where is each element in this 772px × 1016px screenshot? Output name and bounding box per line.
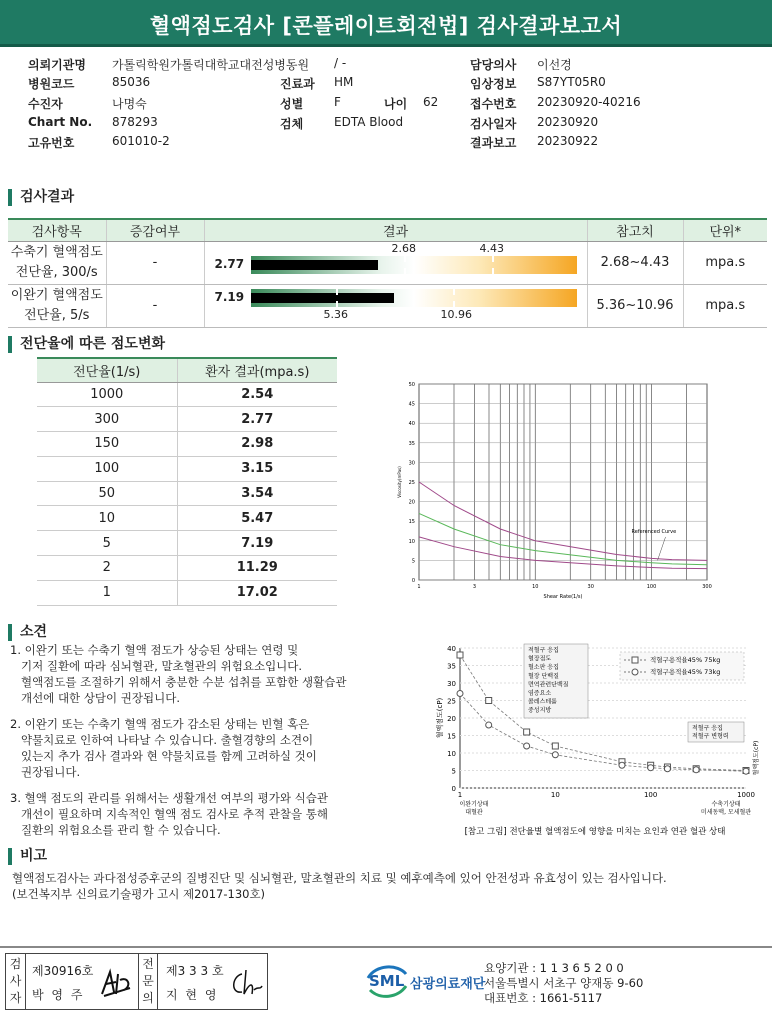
result-change: -: [106, 284, 204, 327]
chart2-legend-box2-item: 적혈구 응집: [692, 725, 723, 732]
col-change: 증감여부: [106, 219, 204, 241]
chart2-point: [457, 691, 463, 697]
chart2-legend-box1-item: 염증요소: [528, 690, 552, 697]
result-item-line2: 전단율, 5/s: [24, 307, 90, 323]
chart2-caption: [참고 그림] 전단율별 혈액점도에 영향을 미치는 요인과 연관 혈관 상태: [464, 827, 726, 837]
section-remark: 비고: [8, 848, 47, 865]
shear-result: 5.47: [177, 506, 337, 531]
chart2-xtick: 1: [457, 791, 463, 799]
chart2-xtick: 100: [643, 791, 658, 799]
info-l2-2: 성별: [280, 97, 304, 111]
chart2-point: [524, 729, 530, 735]
shear-result: 11.29: [177, 556, 337, 581]
info-l4-2: 접수번호: [470, 97, 517, 111]
examiner-label: 검사자: [6, 954, 26, 1009]
shear-result: 17.02: [177, 580, 337, 605]
chart1-ytick: 0: [411, 578, 415, 584]
reviewer-signature: [228, 966, 264, 1000]
reviewer-name: 지 현 영: [166, 988, 219, 1002]
chart1-ytick: 35: [408, 440, 415, 447]
chart1-ytick: 10: [408, 538, 415, 545]
chart2-point: [743, 768, 749, 774]
result-ref-low-label: 5.36: [323, 307, 348, 321]
col-ref: 참고치: [587, 219, 683, 241]
result-row: [8, 241, 767, 284]
reviewer-no: 제3 3 3 호: [166, 964, 224, 978]
result-bar-fill: [251, 260, 378, 270]
info-v2-0: / -: [334, 56, 347, 70]
shear-result: 3.15: [177, 456, 337, 481]
result-ref: 2.68~4.43: [587, 241, 683, 284]
shear-row: [37, 580, 337, 605]
info-v4-3: 20230920: [537, 115, 599, 129]
shear-rate: 100: [37, 456, 177, 481]
chart2-xlabel-left: 대혈관: [465, 809, 483, 816]
inst-code: 요양기관 : 1 1 3 6 5 2 0 0: [484, 961, 624, 975]
shear-rate: 50: [37, 481, 177, 506]
result-ref-marker: [453, 289, 455, 307]
shear-rate: 5: [37, 531, 177, 556]
result-ref-high-label: 10.96: [440, 307, 472, 321]
shear-result: 2.98: [177, 432, 337, 457]
col-result: 결과: [204, 219, 587, 241]
chart2-point: [552, 752, 558, 758]
chart1-xtick: 300: [702, 584, 712, 590]
result-bar-wrap: [205, 285, 587, 327]
examiner-signature: [98, 966, 134, 1000]
info-l1-1: 병원코드: [28, 77, 75, 91]
address: 서울특별시 서초구 양재동 9-60: [484, 976, 644, 990]
chart2-point: [457, 652, 463, 658]
chart2-series-legend-label: 적혈구용적율45% 75kg: [650, 656, 721, 664]
shear-rate: 300: [37, 407, 177, 432]
chart1-ytick: 5: [411, 558, 415, 565]
info-v2-2: F: [334, 95, 341, 109]
info-v4-0: 이선경: [537, 58, 572, 72]
shear-rate: 1: [37, 580, 177, 605]
col-patient-result: 환자 결과(mpa.s): [177, 358, 337, 382]
result-ref-marker: [492, 256, 494, 274]
info-l2-3: 검체: [280, 117, 304, 131]
chart1-xtick: 30: [587, 584, 594, 590]
result-bar-cell: [204, 284, 587, 327]
result-ref: 5.36~10.96: [587, 284, 683, 327]
shear-row: [37, 506, 337, 531]
chart1-xtick: 10: [532, 584, 539, 590]
chart2-ylabel: 혈액점도(cP): [436, 697, 444, 739]
chart2-ytick: 40: [447, 645, 456, 653]
result-ref-marker: [336, 289, 338, 307]
chart2-point: [486, 722, 492, 728]
info-v4-2: 20230920-40216: [537, 95, 641, 109]
opinion-2: 2. 이완기 또는 수축기 혈액 점도가 감소된 상태는 빈혈 혹은 약물치료로 인하여 나타날 수 있습니다. 출혈경향의 소견이 있는지 추가 검사 결과와 현 약물치료를 함께 고려하실 것이 권장됩니다.: [10, 717, 317, 779]
remark-line1: 혈액점도검사는 과다점성증후군의 질병진단 및 심뇌혈관, 말초혈관의 치료 및 예후예측에 있어 안전성과 유효성이 있는 검사입니다.: [12, 871, 667, 885]
info-l4-4: 결과보고: [470, 136, 517, 150]
section-results: 검사결과: [8, 189, 74, 206]
org-name: 삼광의료재단: [410, 977, 486, 992]
result-unit: mpa.s: [683, 241, 767, 284]
reviewer-label: 전문의: [138, 954, 158, 1009]
info-v1-4: 601010-2: [112, 134, 170, 148]
chart1-ytick: 20: [408, 499, 415, 506]
result-value: 2.77: [214, 256, 245, 271]
col-unit: 단위*: [683, 219, 767, 241]
chart2-point: [486, 698, 492, 704]
chart2-ytick: 25: [447, 697, 456, 706]
chart2-point: [693, 767, 699, 773]
shear-rate: 2: [37, 556, 177, 581]
info-l3-2: 나이: [384, 97, 408, 111]
shear-table: [37, 357, 337, 606]
phone: 대표번호 : 1661-5117: [484, 991, 603, 1005]
chart2-ytick: 35: [447, 662, 456, 671]
info-v1-1: 85036: [112, 75, 151, 89]
info-v1-0: 가톨릭학원가톨릭대학교대전성병동원: [112, 58, 310, 72]
info-v2-1: HM: [334, 75, 354, 89]
result-item-line1: 수축기 혈액점도: [10, 244, 103, 260]
info-l2-1: 진료과: [280, 77, 315, 91]
shear-result: 3.54: [177, 481, 337, 506]
result-value: 7.19: [214, 289, 245, 304]
opinion-3: 3. 혈액 점도의 관리를 위해서는 생활개선 여부의 평가와 식습관 개선이 필요하며 지속적인 혈액 점도 검사로 추적 관찰을 통해 질환의 위험요소를 관리 할 수 있습니다.: [10, 791, 328, 837]
shear-row: [37, 481, 337, 506]
chart2-xtick: 10: [550, 791, 560, 799]
chart2-series-legend-marker: [632, 657, 638, 663]
chart1-ylabel: Viscosity(mPas): [397, 466, 402, 498]
shear-row: [37, 556, 337, 581]
info-v1-2: 나명숙: [112, 97, 147, 111]
results-table: [8, 218, 767, 328]
chart2-legend-box1-item: 콜레스테롤: [528, 698, 557, 706]
chart2-series-legend-label: 적혈구용적율45% 73kg: [650, 668, 721, 676]
result-row: [8, 284, 767, 327]
chart1-xtick: 3: [472, 584, 477, 590]
result-item: [8, 241, 106, 284]
info-l4-3: 검사일자: [470, 117, 517, 131]
chart2-series-legend-marker: [632, 669, 638, 675]
opinion-1: 1. 이완기 또는 수축기 혈액 점도가 상승된 상태는 연령 및 기저 질환에 따라 심뇌혈관, 말초혈관의 위험요소입니다. 혈액점도를 조절하기 위해서 충분한 수분 섭취를 포함한 생활습관 개선에 대한 상담이 권장됩니다.: [10, 643, 347, 705]
info-l4-1: 임상정보: [470, 77, 517, 91]
result-item-line2: 전단율, 300/s: [15, 264, 98, 280]
shear-rate: 10: [37, 506, 177, 531]
result-item-line1: 이완기 혈액점도: [10, 287, 103, 303]
page-title: 혈액점도검사 [콘플레이트회전법] 검사결과보고서: [149, 14, 623, 38]
signature-box: [5, 953, 268, 1010]
info-l1-2: 수진자: [28, 97, 63, 111]
chart2-ytick: 0: [451, 785, 456, 793]
footer-divider: [0, 946, 772, 948]
section-shear: 전단율에 따른 점도변화: [8, 336, 165, 353]
info-l1-0: 의뢰기관명: [28, 58, 86, 72]
shear-row: [37, 432, 337, 457]
result-bar-wrap: [205, 242, 587, 284]
shear-rate: 1000: [37, 382, 177, 407]
reference-figure-chart: [420, 638, 770, 838]
chart1-xlabel: Shear Rate(1/s): [543, 594, 583, 600]
result-ref-low-label: 2.68: [391, 241, 416, 255]
chart2-legend-box1-item: 혈장 단백질: [528, 672, 559, 680]
chart2-legend-box1-item: 면역관련단백질: [528, 681, 569, 689]
result-bar-cell: [204, 241, 587, 284]
shear-row: [37, 382, 337, 407]
chart2-legend-box1-item: 중성지방: [528, 707, 552, 715]
info-v1-3: 878293: [112, 115, 158, 129]
shear-result: 2.54: [177, 382, 337, 407]
result-ref-high-label: 4.43: [479, 241, 504, 255]
result-unit: mpa.s: [683, 284, 767, 327]
chart1-annotation: Referenced Curve: [631, 528, 677, 535]
chart1-ytick: 25: [408, 480, 415, 486]
col-item: 검사항목: [8, 219, 106, 241]
info-v4-1: S87YT05R0: [537, 75, 606, 89]
chart2-legend-box1-item: 혈소판 응집: [528, 664, 559, 672]
col-shear-rate: 전단율(1/s): [37, 358, 177, 382]
info-l1-3: Chart No.: [28, 115, 93, 129]
shear-result: 7.19: [177, 531, 337, 556]
info-v4-4: 20230922: [537, 134, 599, 148]
chart2-point: [648, 765, 654, 771]
chart1-ytick: 30: [408, 460, 415, 467]
chart1-xtick: 100: [646, 584, 657, 590]
section-opinion: 소견: [8, 624, 47, 641]
chart2-xtick: 1000: [737, 791, 755, 799]
shear-result: 2.77: [177, 407, 337, 432]
chart2-right-label: 혈액점도(cP): [753, 740, 760, 776]
chart1-ytick: 50: [408, 382, 415, 388]
chart2-point: [552, 743, 558, 749]
result-change: -: [106, 241, 204, 284]
chart1-ytick: 40: [408, 421, 415, 428]
viscosity-curve-chart: [393, 376, 723, 600]
chart2-xlabel-left: 이완기상태: [459, 801, 489, 808]
examiner-name: 박 영 주: [32, 988, 85, 1002]
shear-row: [37, 456, 337, 481]
chart2-point: [524, 743, 530, 749]
chart2-xlabel-right: 미세동맥, 모세혈관: [700, 809, 752, 816]
chart2-ytick: 20: [447, 715, 456, 723]
result-bar-fill: [251, 293, 394, 303]
sml-logo-text: SML: [369, 972, 405, 990]
chart2-legend-box1-item: 적혈구 응집: [528, 647, 559, 654]
remark-line2: (보건복지부 신의료기술평가 고시 제2017-130호): [12, 887, 266, 901]
chart2-ytick: 30: [447, 680, 456, 688]
chart1-ytick: 15: [408, 519, 415, 526]
chart2-point: [664, 766, 670, 772]
shear-rate: 150: [37, 432, 177, 457]
examiner-no: 제30916호: [32, 964, 94, 978]
info-l4-0: 담당의사: [470, 58, 517, 72]
chart2-xlabel-right: 수축기상태: [711, 801, 741, 808]
sml-logo: [366, 960, 408, 1002]
result-item: [8, 284, 106, 327]
result-ref-marker: [404, 256, 406, 274]
chart2-legend-box2-item: 적혈구 변형력: [692, 733, 729, 740]
info-v2-3: EDTA Blood: [334, 115, 404, 129]
chart2-point: [619, 762, 625, 768]
info-v3-2: 62: [423, 95, 439, 109]
title-bar: [0, 0, 772, 47]
chart2-legend-box1-item: 혈장점도: [528, 655, 552, 663]
chart2-ytick: 5: [451, 767, 456, 776]
shear-row: [37, 531, 337, 556]
chart1-xtick: 1: [417, 584, 421, 590]
chart1-ytick: 45: [408, 401, 415, 408]
chart2-ytick: 15: [447, 732, 456, 741]
shear-row: [37, 407, 337, 432]
chart2-ytick: 10: [447, 750, 456, 758]
info-l1-4: 고유번호: [28, 136, 75, 150]
